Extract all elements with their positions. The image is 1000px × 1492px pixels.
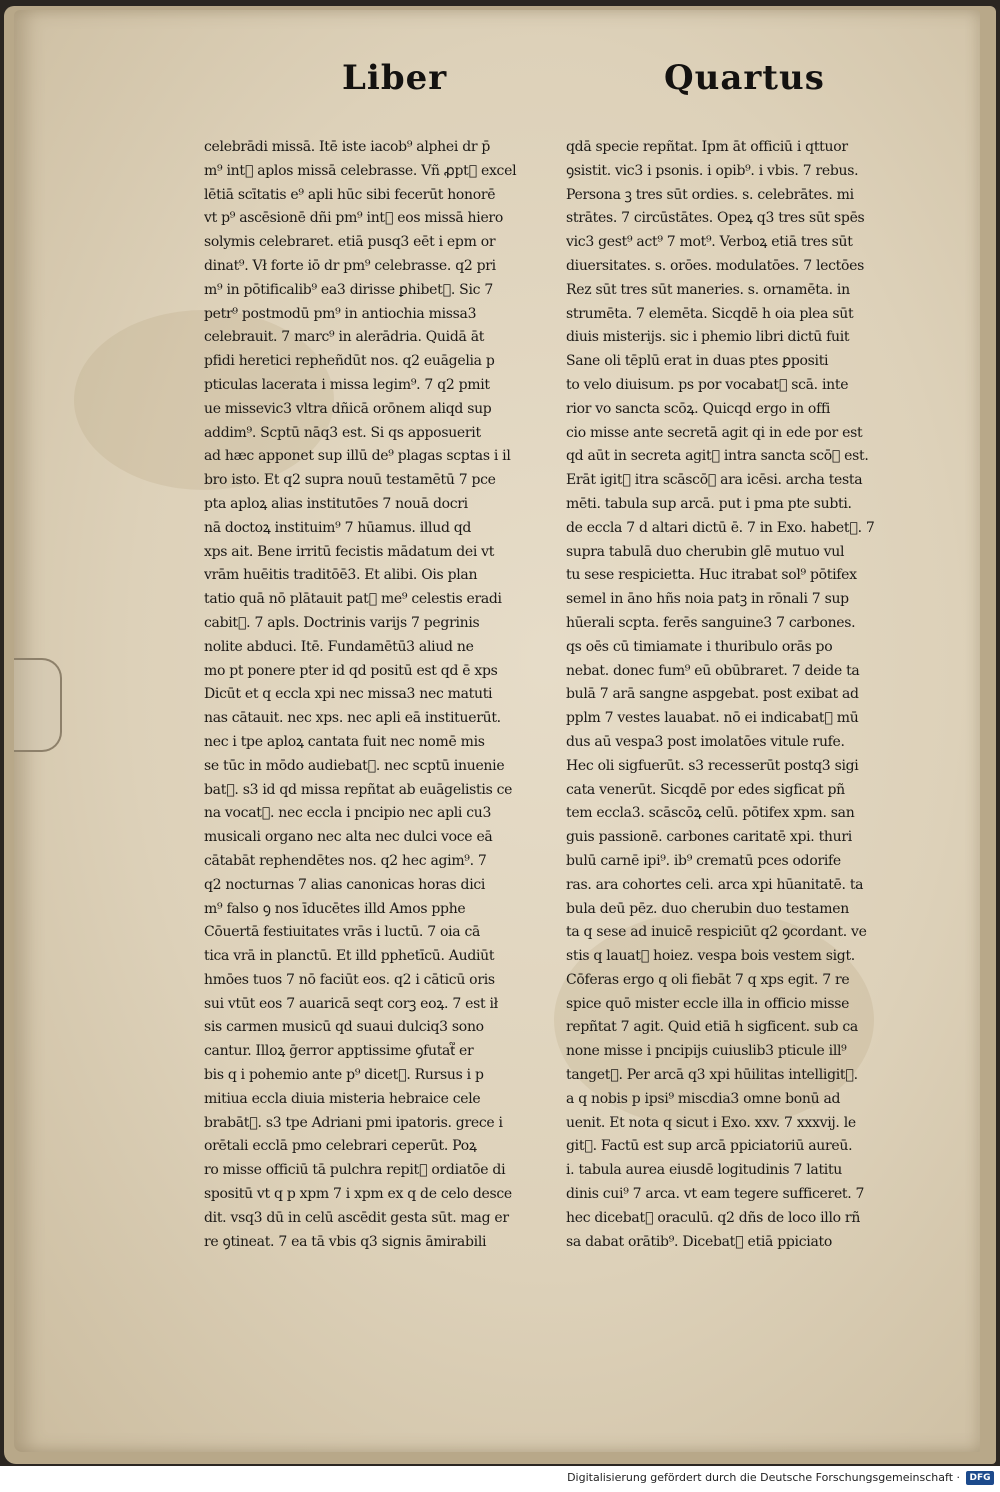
text-line: strumēta. 7 elemēta. Sicqdē h oia plea sūt	[566, 305, 854, 322]
text-line: pticulas lacerata i missa legim⁹. 7 q2 pmit	[204, 376, 490, 393]
text-line: spice quō mister eccle illa in officio misse	[566, 995, 850, 1012]
footer-credit: Digitalisierung gefördert durch die Deutsche Forschungsgemeinschaft ·	[567, 1471, 960, 1484]
text-line: sa dabat orātib⁹. Dicebat᷑ etiā ppiciato	[566, 1233, 832, 1250]
text-line: tu sese respicietta. Huc itrabat sol⁹ pōtifex	[566, 567, 857, 584]
text-line: dinat⁹. Vł forte iō dr pm⁹ celebrasse. q2 pri	[204, 257, 496, 274]
text-line: dus aū vespa3 post imolatōes vitule rufe.	[566, 733, 845, 750]
text-line: nebat. donec fum⁹ eū obūbraret. 7 deide ta	[566, 662, 860, 679]
text-line: cata venerūt. Sicqdē por edes sigficat pñ	[566, 781, 845, 798]
text-line: celebrādi missā. Itē iste iacob⁹ alphei dr p̄	[204, 139, 491, 155]
text-line: semel in āno hñs noia patꝫ in rōnali 7 sup	[566, 591, 849, 608]
text-line: mēti. tabula sup arcā. put i pma pte subti.	[566, 495, 852, 512]
text-line: se tūc in mōdo audiebat᷑. nec scptū inuenie	[204, 757, 505, 774]
text-line: a q nobis p ipsi⁹ miscdia3 omne bonū ad	[566, 1090, 841, 1107]
text-line: tanget᷑. Per arcā q3 xpi hūilitas intelligit᷑.	[566, 1067, 858, 1084]
text-line: m⁹ falso ꝯ nos īducētes illd Amos pphe	[204, 900, 466, 917]
text-line: re ꝯtineat. 7 ea tā vbis q3 signis āmirabili	[204, 1233, 487, 1250]
text-column-right	[566, 136, 902, 1254]
text-line: stis q lauat᷑ hoiez. vespa bois vestem sigt.	[566, 948, 855, 965]
text-line: uenit. Et nota q sicut i Exo. xxv. 7 xxxvij. le	[566, 1114, 856, 1131]
page-tab	[14, 658, 62, 752]
dfg-logo: DFG	[966, 1471, 994, 1485]
text-line: bat᷑. s3 id qd missa repñtat ab euāgelistis ce	[204, 781, 513, 798]
text-line: Erāt igit᷑ itra scāscōꝝ ara icēsi. archa testa	[566, 472, 863, 489]
text-line: cabit᷑. 7 apls. Doctrinis varijs 7 pegrinis	[204, 614, 480, 631]
text-line: hmōes tuos 7 nō faciūt eos. q2 i cāticū oris	[204, 971, 495, 988]
text-line: hec dicebat᷑ oraculū. q2 dñs de loco illo rñ	[566, 1209, 861, 1226]
text-line: repñtat 7 agit. Quid etiā h sigficent. sub ca	[566, 1019, 858, 1036]
text-line: bulā 7 arā sangne aspgebat. post exibat ad	[566, 686, 859, 703]
text-line: cātabāt rephendētes nos. q2 hec agim⁹. 7	[204, 852, 487, 869]
text-line: vt p⁹ ascēsionē dñi pm⁹ int᷑ eos missā hiero	[204, 210, 503, 227]
text-line: pta aploꝝ alias institutōes 7 nouā docri	[204, 495, 468, 512]
text-line: addim⁹. Scptū nāq3 est. Si qs apposuerit	[204, 424, 481, 441]
text-line: dit. vsq3 dū in celū ascēdit gesta sūt. mag er	[204, 1209, 509, 1226]
text-line: xps ait. Bene irritū fecistis mādatum dei vt	[204, 543, 495, 560]
text-line: bulū carnē ipi⁹. ib⁹ crematū pces odorife	[566, 852, 841, 869]
text-line: Hec oli sigfuerūt. s3 recesserūt postq3 sigi	[566, 757, 859, 774]
text-line: Cōferas ergo q oli fiebāt 7 q xps egit. 7 re	[566, 971, 850, 988]
text-line: diuersitates. s. orōes. modulatōes. 7 lectōes	[566, 257, 864, 274]
text-line: solymis celebraret. etiā pusq3 eēt i epm or	[204, 234, 496, 251]
text-line: Rez sūt tres sūt maneries. s. ornamēta. in	[566, 281, 850, 298]
text-line: vic3 gest⁹ act⁹ 7 mot⁹. Verboꝝ etiā tres sūt	[566, 234, 853, 251]
text-line: strātes. 7 circūstātes. Opeꝝ q3 tres sūt spēs	[566, 210, 865, 227]
text-line: tem eccla3. scāscōꝝ celū. pōtifex xpm. san	[566, 805, 855, 822]
text-line: musicali organo nec alta nec dulci voce eā	[204, 829, 493, 846]
text-line: none misse i pncipijs cuiuslib3 pticule ill⁹	[566, 1043, 847, 1060]
text-line: qs oēs cū timiamate i thuribulo orās po	[566, 638, 833, 655]
text-line: orētali ecclā pmo celebrari ceperūt. Poꝝ	[204, 1138, 477, 1155]
text-line: ro misse officiū tā pulchra repit᷑ ordiatōe di	[204, 1162, 506, 1179]
text-line: Sane oli tēplū erat in duas ptes ꝑpositi	[566, 353, 829, 370]
text-line: ta q sese ad inuicē respiciūt q2 ꝯcordant. ve	[566, 924, 867, 941]
running-head-right: Quartus	[664, 58, 825, 98]
text-line: supra tabulā duo cherubin glē mutuo vul	[566, 543, 845, 560]
text-line: tica vrā in planctū. Et illd pphetīcū. Audiūt	[204, 948, 495, 965]
text-line: nā doctoꝝ instituim⁹ 7 hūamus. illud qd	[204, 519, 472, 536]
text-line: mo pt ponere pter id qd positū est qd ē xps	[204, 662, 498, 679]
footer-bar	[0, 1466, 1000, 1492]
text-line: to velo diuisum. ps por vocabat᷑ scā. inte	[566, 376, 849, 393]
text-line: ꝯsistit. vic3 i psonis. i opib⁹. i vbis. 7 rebus.	[566, 162, 859, 179]
text-line: sui vtūt eos 7 auaricā seqt corꝫ eoꝝ. 7 est ił	[204, 995, 498, 1012]
text-line: ue missevic3 vltra dñicā orōnem aliqd sup	[204, 400, 492, 417]
text-line: ad hæc apponet sup illū de⁹ plagas scptas i il	[204, 448, 511, 465]
text-line: bro isto. Et q2 supra nouū testamētū 7 pce	[204, 472, 496, 489]
text-line: cio misse ante secretā agit qi in ede por est	[566, 424, 863, 441]
text-line: nolite abduci. Itē. Fundamētū3 aliud ne	[204, 638, 474, 655]
text-line: pplm 7 vestes lauabat. nō ei indicabat᷑ mū	[566, 710, 859, 727]
text-line: cantur. Illoꝝ ḡerror apptissime ꝯfutat᷑ er	[204, 1043, 474, 1060]
text-line: bis q i pohemio ante p⁹ dicet᷑. Rursus i p	[204, 1067, 484, 1084]
text-line: guis passionē. carbones caritatē xpi. thuri	[566, 829, 852, 846]
text-line: q2 nocturnas 7 alias canonicas horas dici	[204, 876, 486, 893]
text-line: spositū vt q p xpm 7 i xpm ex q de celo desce	[204, 1186, 512, 1203]
text-line: tatio quā nō plātauit pat᷑ me⁹ celestis eradi	[204, 591, 502, 608]
text-line: petr⁹ postmodū pm⁹ in antiochia missa3	[204, 305, 477, 322]
text-line: sis carmen musicū qd suaui dulciq3 sono	[204, 1019, 484, 1036]
text-line: qdā specie repñtat. Ipm āt officiū i qttuor	[566, 139, 848, 155]
text-line: ras. ara cohortes celi. arca xpi hūanitatē. ta	[566, 876, 864, 893]
text-line: de eccla 7 d altari dictū ē. 7 in Exo. habet᷑. 7	[566, 519, 875, 536]
text-line: lētiā scītatis e⁹ apli hūc sibi fecerūt honorē	[204, 186, 496, 203]
text-line: diuis misterijs. sic i phemio libri dictū fuit	[566, 329, 850, 346]
text-line: m⁹ int᷑ aplos missā celebrasse. Vñ ꝓpt᷑ excel	[204, 162, 517, 179]
text-line: Dicūt et q eccla xpi nec missa3 nec matuti	[204, 686, 493, 703]
text-line: rior vo sancta scōꝝ. Quicqd ergo in offi	[566, 400, 831, 417]
text-line: Persona ꝫ tres sūt ordies. s. celebrātes. mi	[566, 186, 854, 203]
text-line: mitiua eccla diuia misteria hebraice cele	[204, 1090, 481, 1107]
text-line: nec i tpe aploꝝ cantata fuit nec nomē mis	[204, 733, 485, 750]
text-line: nas cātauit. nec xps. nec apli eā instituerūt.	[204, 710, 501, 727]
text-line: hūerali scpta. ferēs sanguine3 7 carbones.	[566, 614, 856, 631]
text-line: dinis cui⁹ 7 arca. vt eam tegere sufficeret. 7	[566, 1186, 865, 1203]
text-line: bula deū pēz. duo cherubin duo testamen	[566, 900, 849, 917]
text-line: Cōuertā festiuitates vrās i luctū. 7 oia cā	[204, 924, 481, 941]
running-head-left: Liber	[342, 58, 448, 98]
text-line: qd aūt in secreta agit᷑ intra sancta scōꝝ est.	[566, 448, 869, 465]
text-line: m⁹ in pōtificalib⁹ ea3 dirisse ꝑhibet᷑. Sic 7	[204, 281, 493, 298]
text-line: git᷑. Factū est sup arcā ppiciatoriū aureū.	[566, 1138, 853, 1155]
text-line: brabāt᷑. s3 tpe Adriani pmi ipatoris. grece i	[204, 1114, 503, 1131]
text-line: vrām huēitis traditōē3. Et alibi. Ois plan	[204, 567, 478, 584]
text-line: pfidi heretici repheñdūt nos. q2 euāgelia p	[204, 353, 495, 370]
text-line: celebrauit. 7 marc⁹ in alerādria. Quidā āt	[204, 329, 485, 346]
text-line: i. tabula aurea eiusdē logitudinis 7 latitu	[566, 1162, 842, 1179]
text-column-left	[204, 136, 540, 1254]
text-line: na vocat᷑. nec eccla i pncipio nec apli cu3	[204, 805, 492, 822]
